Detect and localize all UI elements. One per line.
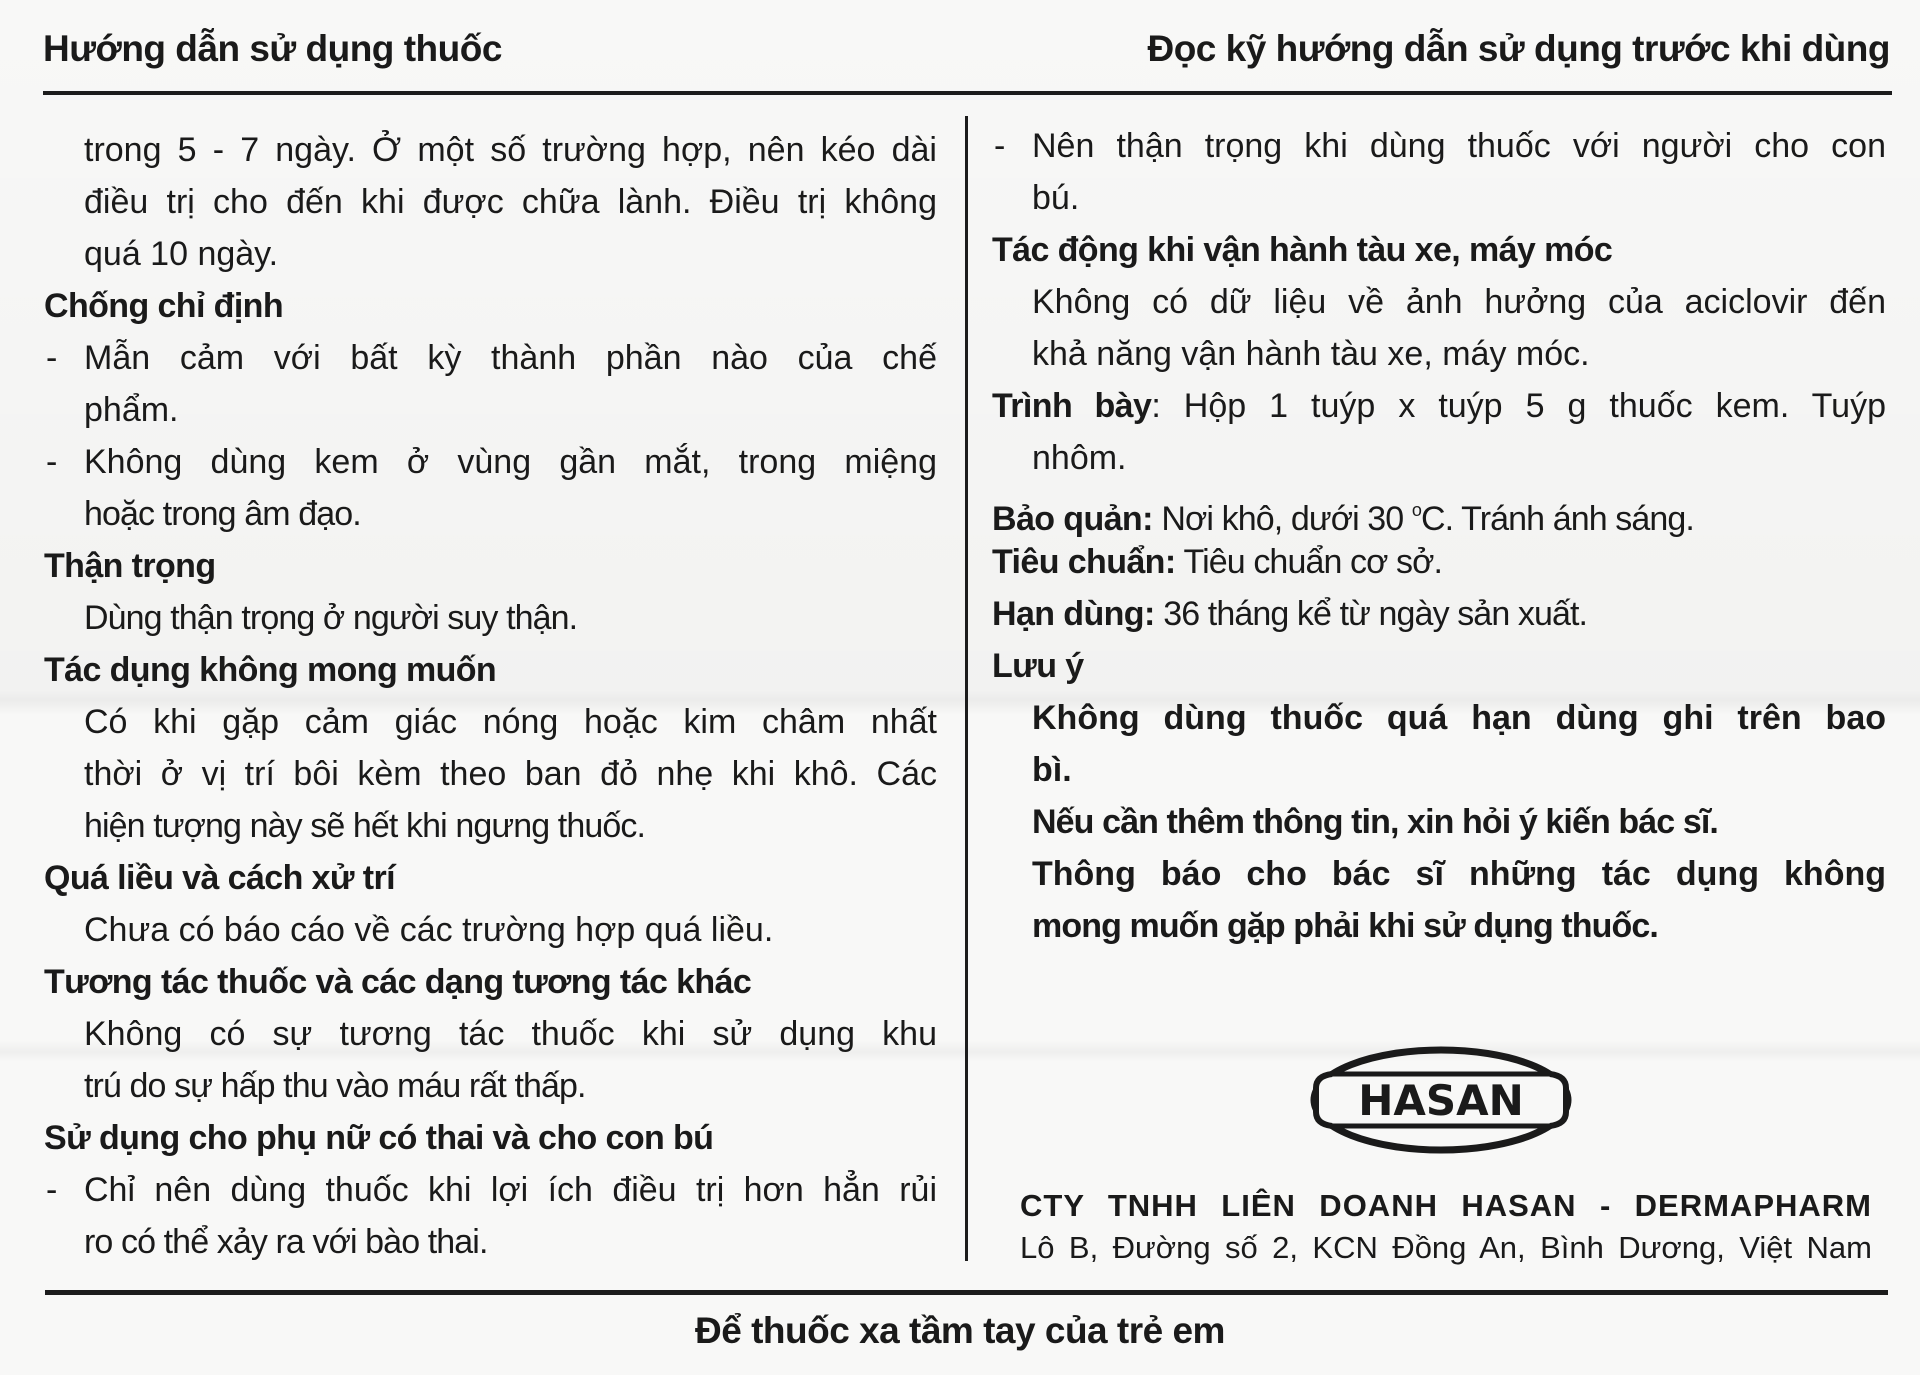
bullet-dash: -: [994, 127, 1006, 165]
list-item-text: Mẫn cảm với bất kỳ thành phần nào của chế: [84, 339, 937, 377]
section-heading-overdose: Quá liều và cách xử trí: [44, 859, 395, 897]
list-item: [992, 120, 1886, 172]
section-text: Có khi gặp cảm giác nóng hoặc kim châm nhất: [84, 703, 937, 741]
list-item: [44, 1164, 937, 1216]
company-name: CTY TNHH LIÊN DOANH HASAN - DERMAPHARM: [1020, 1188, 1872, 1223]
standard-line: [992, 536, 1886, 588]
presentation-text: : Hộp 1 tuýp x tuýp 5 g thuốc kem. Tuýp: [1151, 387, 1886, 425]
note-line: bì.: [1032, 751, 1072, 789]
presentation-line: [992, 380, 1886, 432]
section-heading-notes: Lưu ý: [992, 647, 1084, 685]
section-text: Dùng thận trọng ở người suy thận.: [84, 599, 578, 637]
header-left-title: Hướng dẫn sử dụng thuốc: [43, 28, 502, 69]
header-rule: [43, 91, 1892, 95]
section-text: Không có sự tương tác thuốc khi sử dụng khu: [84, 1015, 937, 1053]
list-item-cont: ro có thể xảy ra với bào thai.: [84, 1223, 488, 1261]
list-item-cont: hoặc trong âm đạo.: [84, 495, 361, 533]
section-heading-side-effects: Tác dụng không mong muốn: [44, 651, 497, 689]
list-item-cont: bú.: [1032, 179, 1080, 217]
right-column: [992, 120, 1886, 952]
section-heading-driving: Tác động khi vận hành tàu xe, máy móc: [992, 231, 1613, 269]
section-heading-contraindications: Chống chỉ định: [44, 287, 283, 325]
expiry-label: Hạn dùng:: [992, 595, 1155, 633]
section-text: Chưa có báo cáo về các trường hợp quá liều.: [84, 911, 774, 949]
section-heading-precautions: Thận trọng: [44, 547, 216, 585]
storage-line: [992, 484, 1886, 536]
degree-symbol: o: [1411, 500, 1421, 520]
storage-label: Bảo quản:: [992, 500, 1153, 538]
bullet-dash: -: [46, 443, 58, 481]
company-block: [1020, 1185, 1872, 1269]
section-heading-interactions: Tương tác thuốc và các dạng tương tác khác: [44, 963, 752, 1001]
storage-text-cont: C. Tránh ánh sáng.: [1421, 500, 1694, 538]
company-address: Lô B, Đường số 2, KCN Đồng An, Bình Dương, Việt Nam: [1020, 1230, 1872, 1265]
bullet-dash: -: [46, 339, 58, 377]
expiry-line: [992, 588, 1886, 640]
left-column: [44, 124, 937, 1268]
standard-text: Tiêu chuẩn cơ sở.: [1175, 543, 1443, 581]
header-right-title: Đọc kỹ hướng dẫn sử dụng trước khi dùng: [1147, 28, 1890, 69]
intro-line: trong 5 - 7 ngày. Ở một số trường hợp, nên kéo dài: [84, 131, 937, 169]
hasan-logo: [1310, 1046, 1572, 1154]
standard-label: Tiêu chuẩn:: [992, 543, 1176, 581]
section-text: Không có dữ liệu về ảnh hưởng của aciclovir đến: [1032, 283, 1886, 321]
bullet-dash: -: [46, 1171, 58, 1209]
logo-text: HASAN: [1358, 1076, 1524, 1125]
section-text: thời ở vị trí bôi kèm theo ban đỏ nhẹ khi khô. Các: [84, 755, 937, 793]
list-item-text: Chỉ nên dùng thuốc khi lợi ích điều trị hơn hẳn rủi: [84, 1171, 937, 1209]
hasan-logo-icon: [1310, 1046, 1572, 1154]
section-text: hiện tượng này sẽ hết khi ngưng thuốc.: [84, 807, 645, 845]
intro-line: quá 10 ngày.: [84, 235, 279, 273]
list-item-text: Nên thận trọng khi dùng thuốc với người cho con: [1032, 127, 1886, 165]
section-heading-pregnancy: Sử dụng cho phụ nữ có thai và cho con bú: [44, 1119, 714, 1157]
storage-text: Nơi khô, dưới 30: [1152, 500, 1412, 538]
presentation-cont: nhôm.: [1032, 439, 1127, 477]
presentation-label: Trình bày: [992, 387, 1152, 425]
expiry-text: 36 tháng kể từ ngày sản xuất.: [1154, 595, 1588, 633]
note-line: Thông báo cho bác sĩ những tác dụng không: [1032, 855, 1886, 893]
footer-rule: [45, 1290, 1888, 1295]
section-text: khả năng vận hành tàu xe, máy móc.: [1032, 335, 1590, 373]
intro-line: điều trị cho đến khi được chữa lành. Điều trị không: [84, 183, 937, 221]
section-text: trú do sự hấp thu vào máu rất thấp.: [84, 1067, 586, 1105]
note-line: Nếu cần thêm thông tin, xin hỏi ý kiến bác sĩ.: [1032, 803, 1718, 841]
list-item: [44, 436, 937, 488]
list-item: [44, 332, 937, 384]
note-line: mong muốn gặp phải khi sử dụng thuốc.: [1032, 907, 1658, 945]
footer-warning: Để thuốc xa tầm tay của trẻ em: [695, 1310, 1225, 1351]
note-line: Không dùng thuốc quá hạn dùng ghi trên bao: [1032, 699, 1886, 737]
list-item-cont: phẩm.: [84, 391, 179, 429]
list-item-text: Không dùng kem ở vùng gần mắt, trong miệng: [84, 443, 937, 481]
column-divider: [965, 116, 968, 1261]
